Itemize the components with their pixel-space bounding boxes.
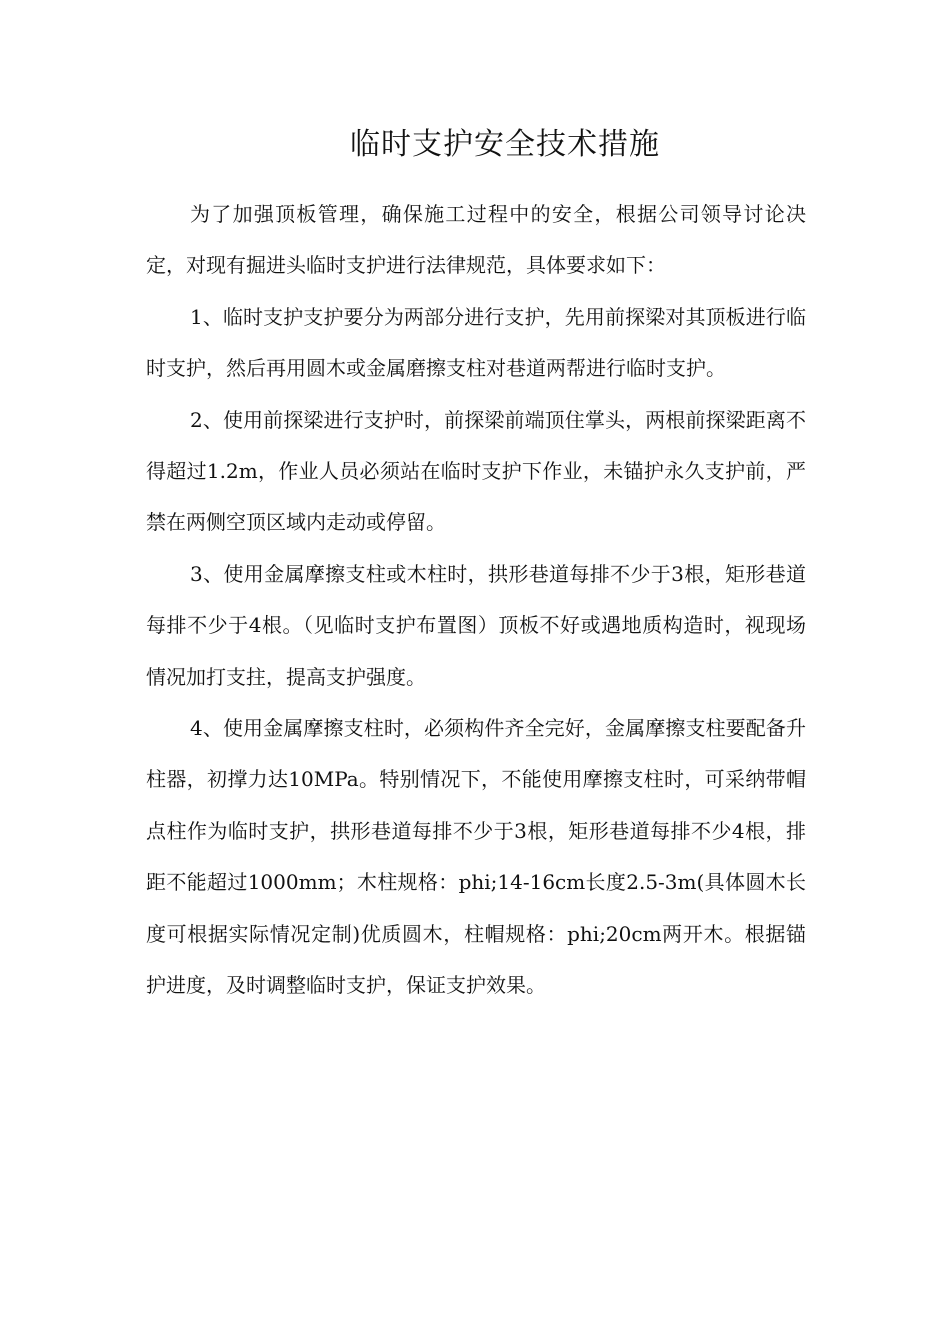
document-title: 临时支护安全技术措施 — [350, 127, 660, 162]
paragraph-item-4: 4、使用金属摩擦支柱时，必须构件齐全完好，金属摩擦支柱要配备升柱器，初撑力达10MPa。特别情况下，不能使用摩擦支柱时，可采纳带帽点柱作为临时支护，拱形巷道每排不少于3根，矩形巷道每排不少4根，排距不能超过1000mm；木柱规格：phi;14-16cm长度2.5-3m(具体圆木长度可根据实际情况定制)优质圆木，柱帽规格：phi;20cm两开木。根据锚护进度，及时调整临时支护，保证支护效果。 — [146, 716, 806, 998]
paragraph-item-3: 3、使用金属摩擦支柱或木柱时，拱形巷道每排不少于3根，矩形巷道每排不少于4根。（见临时支护布置图）顶板不好或遇地质构造时，视现场情况加打支拄，提高支护强度。 — [146, 561, 806, 689]
paragraph-intro: 为了加强顶板管理，确保施工过程中的安全，根据公司领导讨论决定，对现有掘进头临时支护进行法律规范，具体要求如下： — [146, 202, 806, 278]
paragraph-item-1: 1、临时支护支护要分为两部分进行支护，先用前探梁对其顶板进行临时支护，然后再用圆木或金属磨擦支柱对巷道两帮进行临时支护。 — [146, 304, 806, 381]
document-body — [146, 189, 806, 1012]
paragraph-item-2: 2、使用前探梁进行支护时，前探梁前端顶住掌头，两根前探梁距离不得超过1.2m，作业人员必须站在临时支护下作业，未锚护永久支护前，严禁在两侧空顶区域内走动或停留。 — [146, 407, 806, 535]
